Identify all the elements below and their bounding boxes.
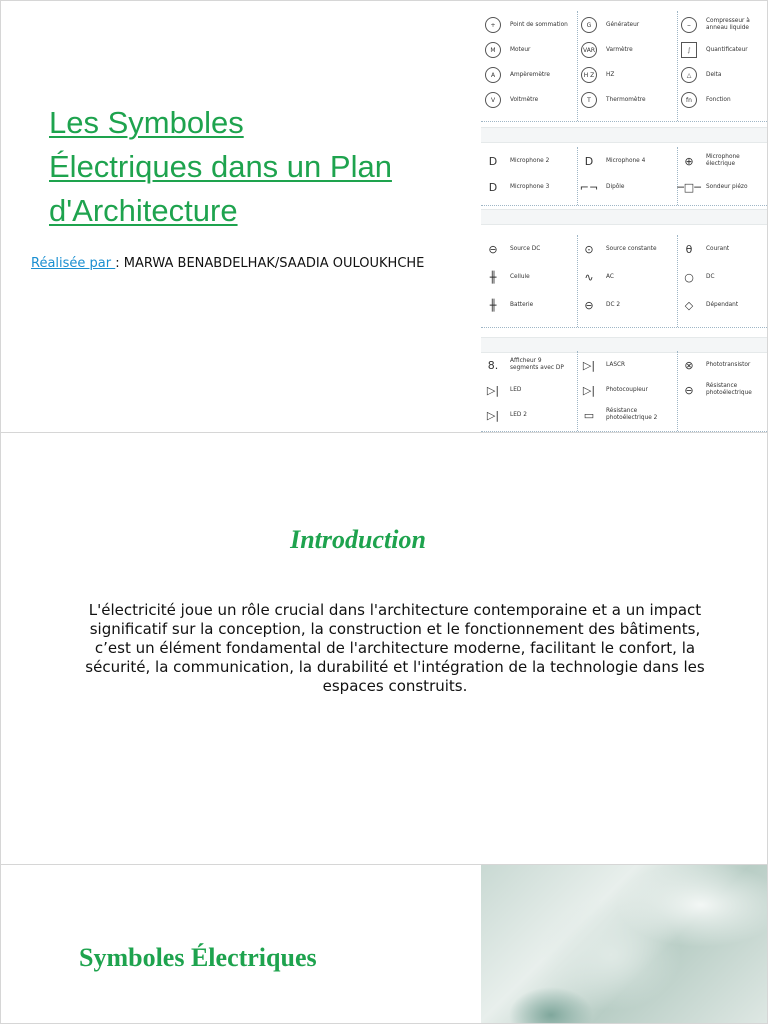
symbol-label: Dépendant [706, 301, 739, 308]
cell-icon: ╫ [489, 270, 497, 284]
column-divider [677, 11, 678, 121]
symbol-label: Batterie [510, 301, 534, 308]
symbol-label: Point de sommation [510, 21, 568, 28]
column-divider [577, 11, 578, 121]
symbol-label: LED [510, 386, 522, 393]
dc-icon: ○ [684, 270, 694, 284]
symbol-cell [485, 293, 533, 317]
symbol-label: Voltmètre [510, 96, 539, 103]
symbol-label: Fonction [706, 96, 731, 103]
ammeter-icon: A [485, 67, 501, 83]
row-divider [481, 327, 768, 328]
symbol-cell [581, 378, 648, 402]
symbol-cell [581, 175, 624, 199]
symbol-cell [485, 353, 570, 377]
symbol-group-separator [481, 209, 768, 225]
symbol-cell [485, 149, 549, 173]
title-slide [0, 0, 768, 433]
symbol-cell [485, 88, 538, 112]
row-divider [481, 121, 768, 122]
symbol-cell [681, 353, 750, 377]
symbol-label: Thermomètre [606, 96, 646, 103]
symbol-cell [581, 265, 614, 289]
column-divider [677, 351, 678, 431]
symbol-cell [681, 88, 731, 112]
symbol-label: Ampèremètre [510, 71, 550, 78]
symbol-cell [677, 175, 748, 199]
byline [31, 256, 424, 271]
generator-icon: G [581, 17, 597, 33]
symbol-label: Générateur [606, 21, 640, 28]
title-line-3: d'Architecture [49, 193, 238, 228]
symbol-label: Moteur [510, 46, 531, 53]
symbol-chart-image [481, 1, 768, 433]
byline-authors: MARWA BENABDELHAK/SAADIA OULOUKHCHE [123, 256, 425, 271]
led-2-icon: ▷| [486, 408, 500, 422]
column-divider [677, 235, 678, 327]
section-title: Symboles Électriques [79, 943, 317, 972]
photocoupler-icon: ▷| [582, 383, 596, 397]
symbol-cell [681, 378, 766, 402]
symbol-cell [485, 38, 530, 62]
slide-title [49, 101, 459, 233]
symbol-cell [581, 38, 633, 62]
current-icon: θ [685, 242, 693, 256]
abstract-photo [481, 865, 768, 1024]
symbol-cell [581, 13, 639, 37]
hz-icon: H Z [581, 67, 597, 83]
symbol-label: DC 2 [606, 301, 621, 308]
piezo-sounder-icon: ─□─ [677, 180, 701, 194]
symbol-cell [581, 88, 646, 112]
symbol-cell [485, 378, 521, 402]
column-divider [577, 147, 578, 205]
photoelectric-resistor-2-icon: ▭ [583, 408, 595, 422]
symbol-cell [581, 237, 657, 261]
symbol-cell [681, 265, 715, 289]
motor-icon: M [485, 42, 501, 58]
voltmeter-icon: V [485, 92, 501, 108]
microphone-2-icon: D [488, 154, 498, 168]
electric-microphone-icon: ⊕ [684, 154, 694, 168]
symbol-label: Varmètre [606, 46, 633, 53]
function-icon: fn [681, 92, 697, 108]
column-divider [577, 351, 578, 431]
symbol-cell [485, 265, 530, 289]
symbol-label: Dipôle [606, 183, 625, 190]
symbol-label: LASCR [606, 361, 626, 368]
symbol-label: LED 2 [510, 411, 527, 418]
row-divider [481, 205, 768, 206]
symbol-label: Delta [706, 71, 722, 78]
varmeter-icon: VAR [581, 42, 597, 58]
symbol-cell [485, 13, 568, 37]
symbol-label: Compresseur à anneau liquide [706, 18, 750, 31]
column-divider [577, 235, 578, 327]
symbol-label: HZ [606, 71, 615, 78]
symbol-cell [581, 353, 625, 377]
delta-icon: △ [681, 67, 697, 83]
liquid-ring-compressor-icon: ⌣ [681, 17, 697, 33]
symbol-label: Phototransistor [706, 361, 751, 368]
symbol-group-separator [481, 127, 768, 143]
lascr-icon: ▷| [582, 358, 596, 372]
byline-label-link[interactable]: Réalisée par [31, 256, 116, 271]
dipole-icon: ⌐¬ [579, 180, 599, 194]
ac-icon: ∿ [584, 270, 594, 284]
symbol-cell [581, 403, 666, 427]
symbol-cell [681, 13, 766, 37]
symbol-cell [681, 293, 738, 317]
battery-icon: ╫ [489, 298, 497, 312]
led-icon: ▷| [486, 383, 500, 397]
symbol-cell [485, 63, 550, 87]
symbol-label: Résistance photoélectrique 2 [606, 408, 658, 421]
thermometer-icon: T [581, 92, 597, 108]
column-divider [677, 147, 678, 205]
symbol-label: AC [606, 273, 614, 280]
symbol-cell [681, 149, 766, 173]
symbol-label: Résistance photoélectrique [706, 383, 752, 396]
introduction-slide [0, 432, 768, 865]
nine-segment-display-icon: 8. [487, 358, 499, 372]
symbol-label: Courant [706, 245, 730, 252]
symbol-cell [681, 237, 729, 261]
symbol-cell [581, 63, 614, 87]
symbol-cell [485, 175, 549, 199]
dc-source-icon: ⊖ [488, 242, 498, 256]
symbol-label: Cellule [510, 273, 530, 280]
constant-source-icon: ⊙ [584, 242, 594, 256]
symbol-cell [681, 63, 721, 87]
symbol-cell [485, 403, 527, 427]
symbol-label: Sondeur piézo [706, 183, 748, 190]
phototransistor-icon: ⊗ [684, 358, 694, 372]
symbol-cell [581, 149, 645, 173]
introduction-title: Introduction [290, 525, 426, 554]
photoelectric-resistor-icon: ⊖ [684, 383, 694, 397]
microphone-4-icon: D [584, 154, 594, 168]
dc2-icon: ⊖ [584, 298, 594, 312]
symbol-cell [581, 293, 620, 317]
title-line-2: Électriques dans un Plan [49, 149, 392, 184]
symbol-cell [681, 38, 748, 62]
symbol-label: Photocoupleur [606, 386, 648, 393]
summation-point-icon: + [485, 17, 501, 33]
symbols-section-slide [0, 864, 768, 1024]
symbol-label: Microphone électrique [706, 154, 740, 167]
symbol-label: Quantificateur [706, 46, 748, 53]
byline-separator: : [115, 256, 124, 271]
symbol-label: Microphone 4 [606, 157, 646, 164]
symbol-label: Source constante [606, 245, 657, 252]
microphone-3-icon: D [488, 180, 498, 194]
symbol-label: Microphone 3 [510, 183, 550, 190]
introduction-paragraph: L'électricité joue un rôle crucial dans l'architecture contemporaine et a un impact significatif sur la conception, la construction et le fonctionnement des bâtiments, c’est un élément fondamental de l'architecture moderne, facilitant le confort, la sécurité, la communication, la durabilité et l'intégration de la technologie dans les espaces construits. [85, 601, 705, 695]
title-line-1: Les Symboles [49, 105, 244, 140]
symbol-group-separator [481, 337, 768, 353]
symbol-label: Source DC [510, 245, 541, 252]
symbol-label: Microphone 2 [510, 157, 550, 164]
symbol-label: DC [706, 273, 715, 280]
symbol-label: Afficheur 9 segments avec DP [510, 358, 564, 371]
dependent-icon: ◇ [684, 298, 694, 312]
quantifier-icon: ∫ [681, 42, 697, 58]
symbol-cell [485, 237, 540, 261]
